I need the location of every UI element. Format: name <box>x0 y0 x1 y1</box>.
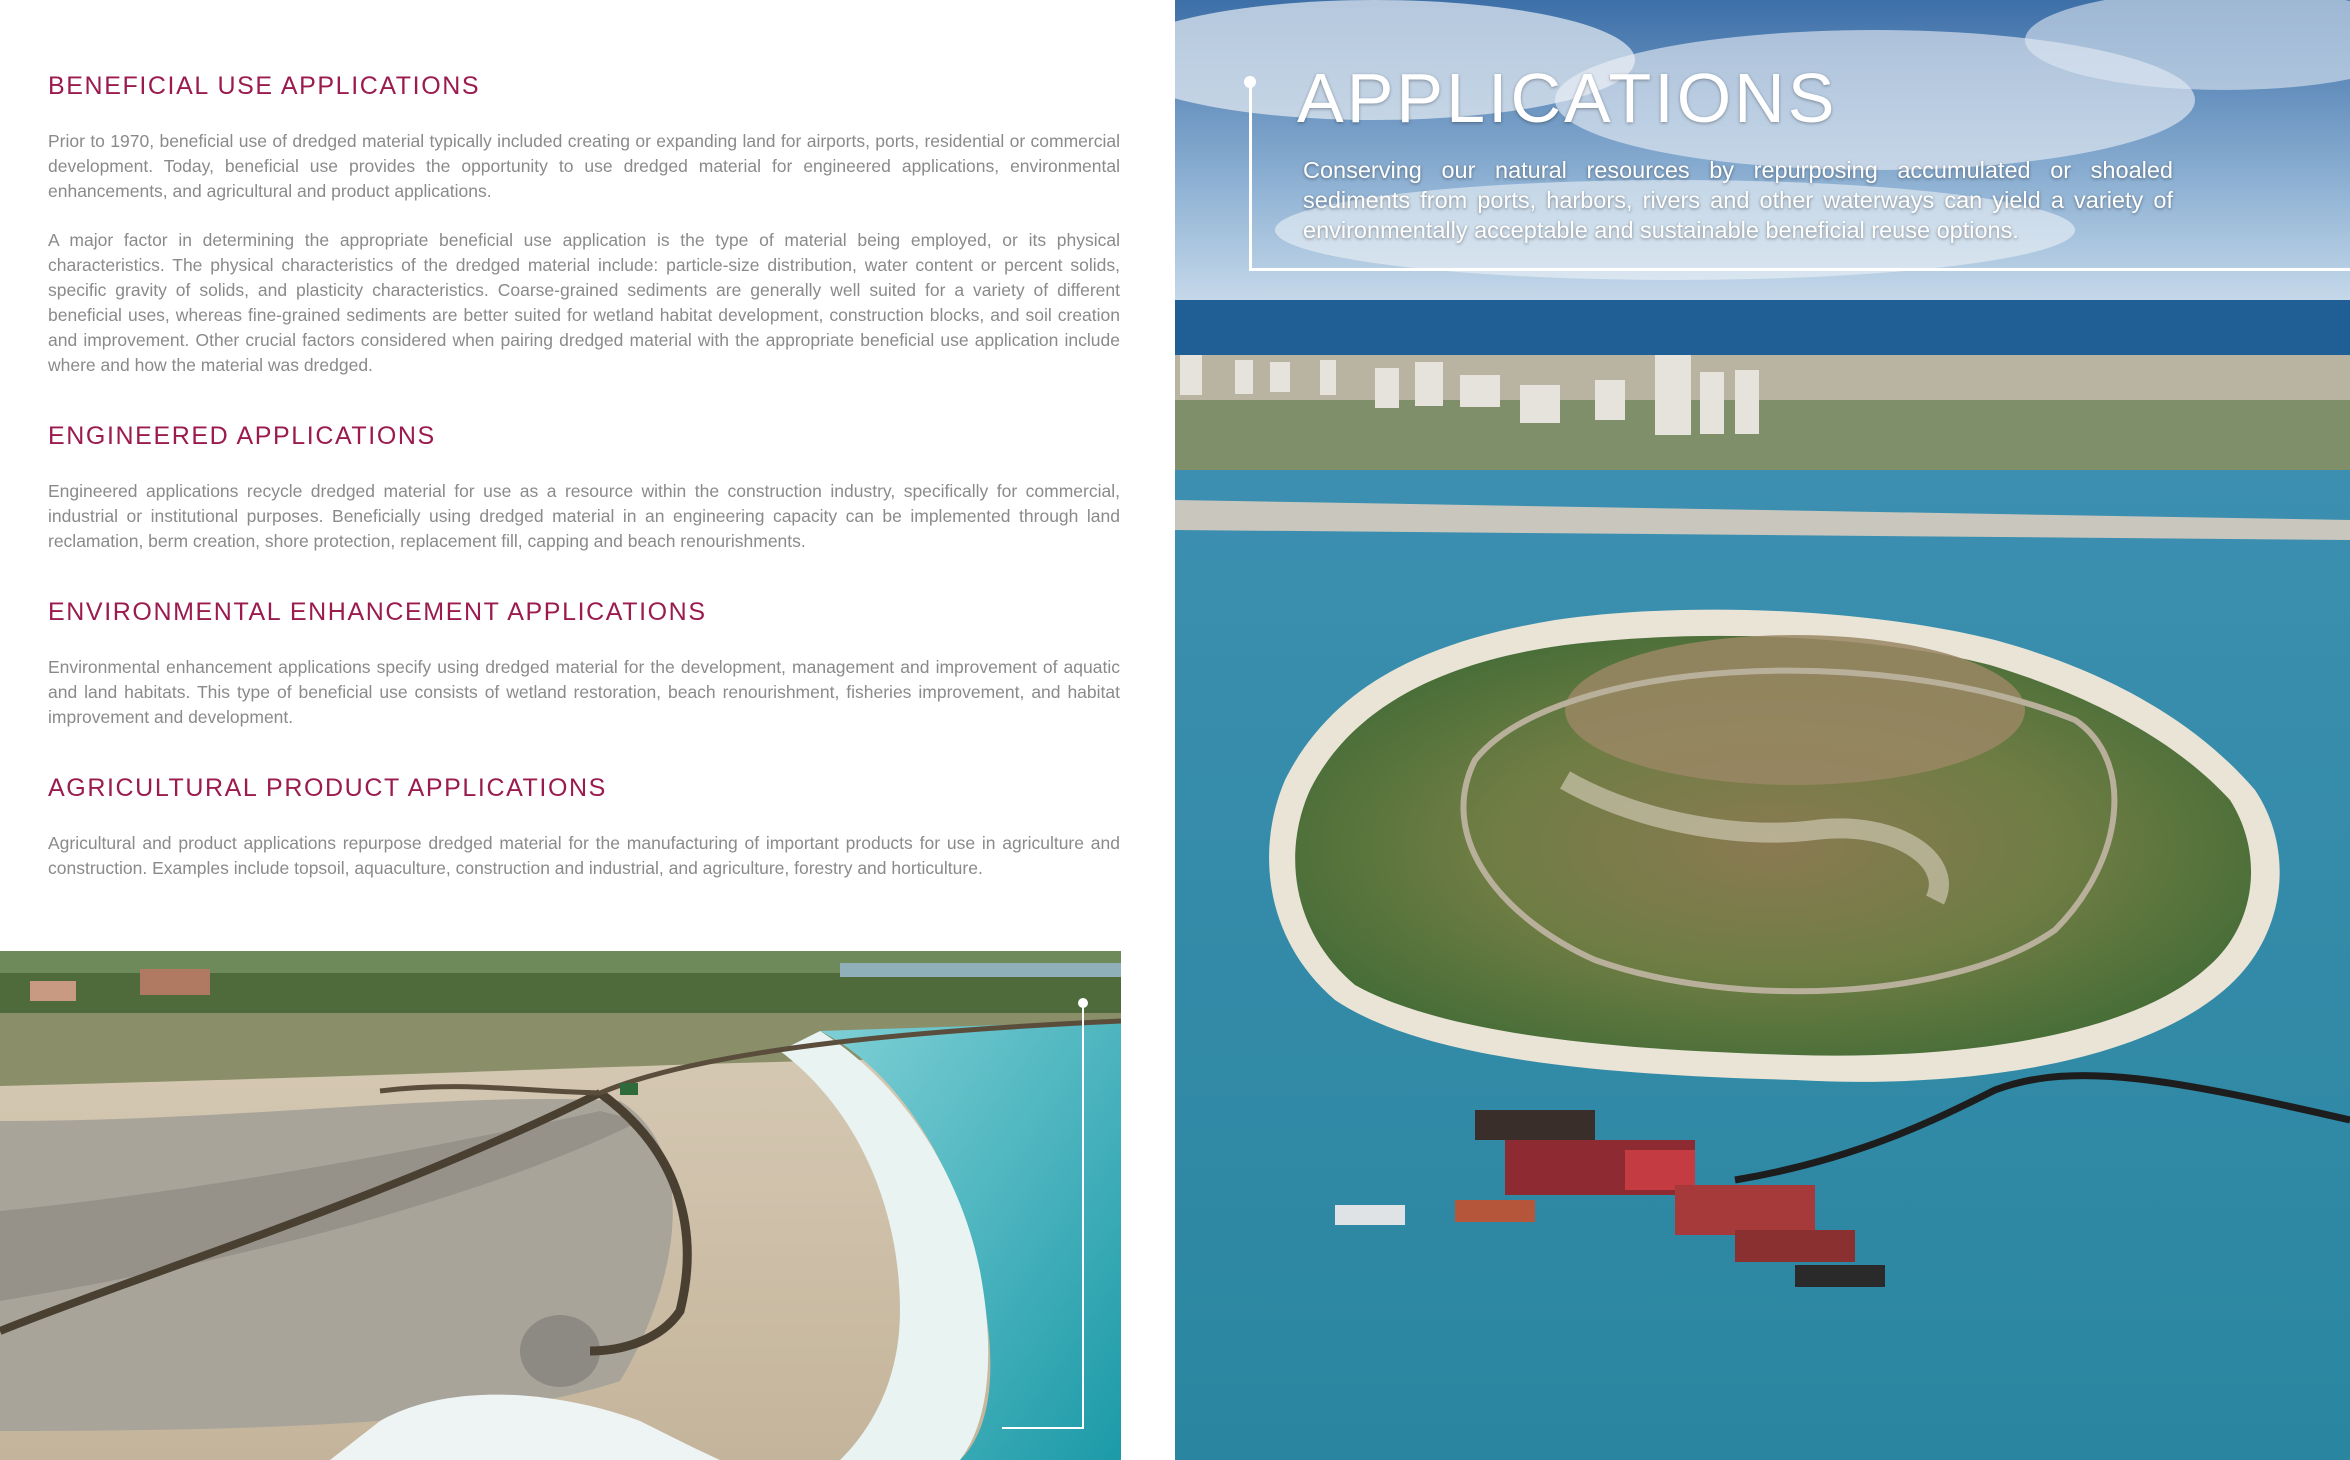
section-engineered <box>48 422 1120 554</box>
section-beneficial-use <box>48 72 1120 378</box>
title-frame-dot <box>1244 76 1256 88</box>
section-paragraph: Environmental enhancement applications specify using dredged material for the development, management and improvement of aquatic and land habitats. This type of beneficial use consists of wetland restoration, beach renourishment, fisheries improvement, and habitat improvement and development. <box>48 657 1120 727</box>
section-heading: ENVIRONMENTAL ENHANCEMENT APPLICATIONS <box>48 598 707 626</box>
photo-frame-line <box>1082 1003 1084 1429</box>
beach-renourishment-photo <box>0 951 1121 1460</box>
photo-frame-line <box>1002 1427 1084 1429</box>
text-column <box>48 72 1120 925</box>
section-paragraph: Agricultural and product applications repurpose dredged material for the manufacturing of important products for use in agriculture and construction. Examples include topsoil, aquaculture, construction and industrial, and agriculture, forestry and horticulture. <box>48 833 1120 878</box>
section-heading: AGRICULTURAL PRODUCT APPLICATIONS <box>48 774 607 802</box>
section-heading: BENEFICIAL USE APPLICATIONS <box>48 72 481 100</box>
section-agricultural <box>48 774 1120 881</box>
photo-frame-dot <box>1078 998 1088 1008</box>
page-subtitle: Conserving our natural resources by repurposing accumulated or shoaled sediments from ports, harbors, rivers and other waterways can yield a variety of environmentally acceptable and sustainable beneficial reuse options. <box>1303 157 2173 243</box>
right-page <box>1175 0 2350 1460</box>
section-environmental <box>48 598 1120 730</box>
title-frame-line <box>1249 80 1252 271</box>
section-paragraph: Prior to 1970, beneficial use of dredged material typically included creating or expanding land for airports, ports, residential or commercial development. Today, beneficial use provides the opportunity to use dredged material for engineered applications, environmental enhancements, and agricultural and product applications. <box>48 131 1120 201</box>
page-title: APPLICATIONS <box>1297 59 1838 137</box>
title-frame-line <box>1249 268 2350 271</box>
section-heading: ENGINEERED APPLICATIONS <box>48 422 436 450</box>
section-paragraph: A major factor in determining the appropriate beneficial use application is the type of material being employed, or its physical characteristics. The physical characteristics of the dredged material include: particle-size distribution, water content or percent solids, specific gravity of solids, and plasticity characteristics. Coarse-grained sediments are generally well suited for a variety of different beneficial uses, whereas fine-grained sediments are better suited for wetland habitat development, construction blocks, and soil creation and improvement. Other crucial factors considered when pairing dredged material with the appropriate beneficial use application include where and how the material was dredged. <box>48 230 1120 375</box>
section-paragraph: Engineered applications recycle dredged material for use as a resource within the construction industry, specifically for commercial, industrial or institutional purposes. Beneficially using dredged material in an engineering capacity can be implemented through land reclamation, berm creation, shore protection, replacement fill, capping and beach renourishments. <box>48 481 1120 551</box>
